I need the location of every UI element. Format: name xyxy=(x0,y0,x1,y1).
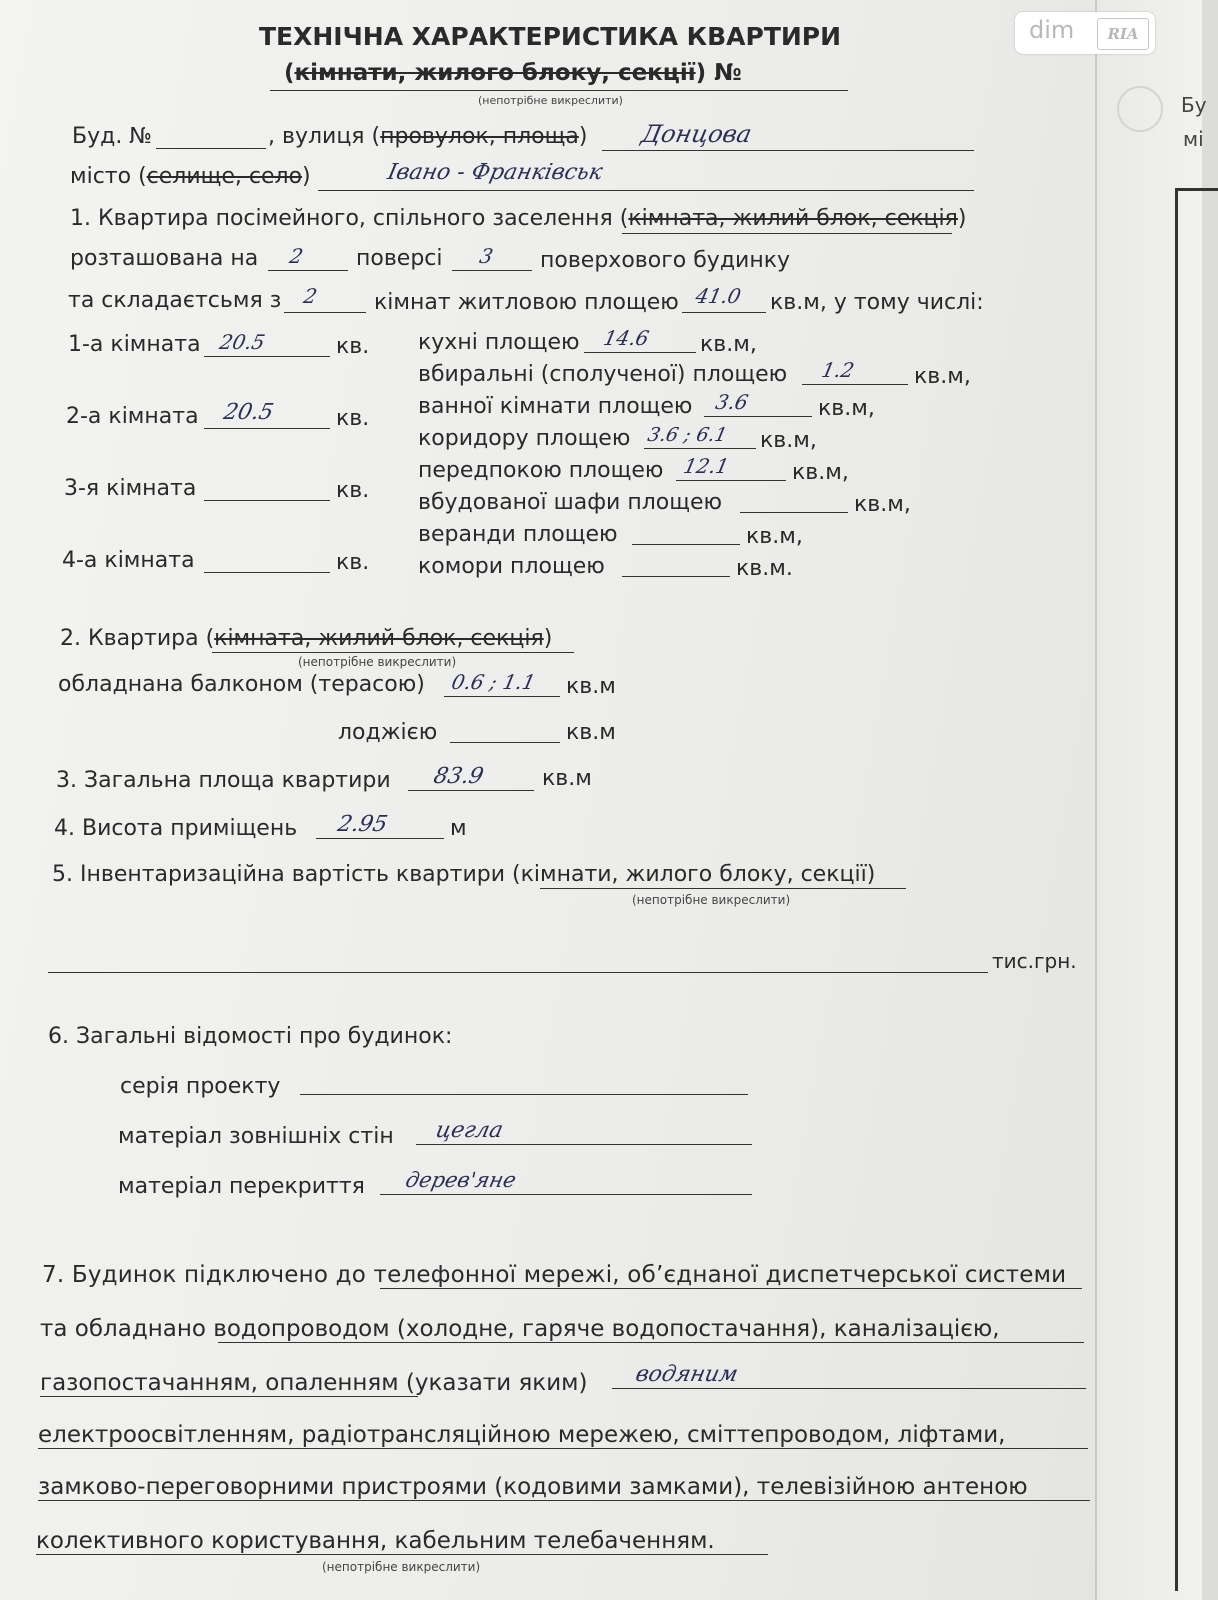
street-field xyxy=(602,150,974,151)
floor-value: 2 xyxy=(287,244,306,268)
area-value: 41.0 xyxy=(693,284,744,308)
section7-line3: газопостачанням, опаленням (указати яким) xyxy=(40,1370,588,1396)
city-field xyxy=(318,190,974,191)
section4-field xyxy=(316,838,444,839)
room4-field xyxy=(204,572,330,573)
series-label: серія проекту xyxy=(120,1074,281,1099)
section2-note: (непотрібне викреслити) xyxy=(298,655,457,669)
street-label: , вулиця (провулок, площа) xyxy=(268,124,588,149)
room1-value: 20.5 xyxy=(217,330,268,354)
bud-field xyxy=(156,148,266,149)
section3-label: 3. Загальна площа квартири xyxy=(56,768,391,793)
storage-label: комори площею xyxy=(418,554,605,579)
page-title: ТЕХНІЧНА ХАРАКТЕРИСТИКА КВАРТИРИ xyxy=(258,22,842,51)
section7-line5: замково-переговорними пристроями (кодовими замками), телевізійною антеною xyxy=(38,1474,1028,1500)
subtitle-underline xyxy=(270,90,848,91)
balcony-field xyxy=(444,696,560,697)
section6-label: 6. Загальні відомості про будинок: xyxy=(48,1024,453,1049)
floors-material-field xyxy=(380,1194,752,1195)
area-unit: кв.м, у тому числі: xyxy=(770,290,984,315)
floors-material-label: матеріал перекриття xyxy=(118,1174,365,1199)
subtitle-note: (непотрібне викреслити) xyxy=(478,94,623,107)
section1-title-underline xyxy=(622,233,952,234)
section3-field xyxy=(408,790,534,791)
room3-field xyxy=(204,500,330,501)
walls-label: матеріал зовнішніх стін xyxy=(118,1124,394,1149)
balcony-label: обладнана балконом (терасою) xyxy=(58,672,425,697)
section4-unit: м xyxy=(450,816,467,841)
section7-line2: та обладнано водопроводом (холодне, гаряче водопостачання), каналізацією, xyxy=(40,1316,1000,1342)
next-page-edge xyxy=(1095,0,1207,1600)
section5-unit: тис.грн. xyxy=(992,949,1077,973)
section7-line1-underline xyxy=(380,1288,1082,1289)
section7-line1: 7. Будинок підключено до телефонної мережі, об’єднаної диспетчерської системи xyxy=(42,1262,1067,1288)
corridor-value: 3.6 ; 6.1 xyxy=(645,424,730,446)
dim-ria-watermark-logo xyxy=(1015,12,1155,54)
watermark-brand-right: RIA xyxy=(1097,18,1149,50)
hall-label: передпокою площею xyxy=(418,458,664,483)
area-label: кімнат житловою площею xyxy=(374,290,679,315)
section5-value-field xyxy=(48,972,988,973)
next-page-frame xyxy=(1175,188,1218,1591)
section7-line2-underline xyxy=(218,1342,1084,1343)
closet-unit: кв.м, xyxy=(854,492,911,517)
toilet-value: 1.2 xyxy=(819,358,857,382)
floors-label: поверхового будинку xyxy=(540,248,791,273)
closet-label: вбудованої шафи площею xyxy=(418,490,723,515)
heating-value: водяним xyxy=(633,1362,741,1387)
hall-field xyxy=(676,480,786,481)
bud-label: Буд. № xyxy=(72,124,153,149)
room2-value: 20.5 xyxy=(221,400,276,425)
bath-label: ванної кімнати площею xyxy=(418,394,693,419)
kitchen-field xyxy=(584,352,696,353)
section4-value: 2.95 xyxy=(335,812,390,837)
section1-title: 1. Квартира посімейного, спільного заселення (кімната, жилий блок, секція) xyxy=(70,206,967,231)
room3-label: 3-я кімната xyxy=(64,476,197,501)
rooms-value: 2 xyxy=(301,284,320,308)
room1-label: 1-а кімната xyxy=(68,332,201,357)
floors-material-value: дерев'яне xyxy=(403,1168,519,1192)
storage-field xyxy=(622,576,730,577)
page-subtitle: (кімнати, жилого блоку, секції) № xyxy=(284,60,742,86)
loggia-label: лоджією xyxy=(338,720,438,745)
next-page-text-1: Бу xyxy=(1181,93,1207,117)
kitchen-label: кухні площею xyxy=(418,330,580,355)
section3-unit: кв.м xyxy=(542,766,592,791)
walls-value: цегла xyxy=(433,1118,506,1143)
balcony-value: 0.6 ; 1.1 xyxy=(449,670,538,694)
section4-label: 4. Висота приміщень xyxy=(54,816,298,841)
room4-unit: кв. xyxy=(336,550,370,575)
section3-value: 83.9 xyxy=(431,764,486,789)
room2-label: 2-а кімната xyxy=(66,404,199,429)
bath-field xyxy=(704,416,812,417)
walls-field xyxy=(416,1144,752,1145)
hall-unit: кв.м, xyxy=(792,460,849,485)
section7-line5-underline xyxy=(38,1500,1090,1501)
section5-label: 5. Інвентаризаційна вартість квартири (кімнати, жилого блоку, секції) xyxy=(52,862,876,887)
kitchen-unit: кв.м, xyxy=(700,332,757,357)
floor-field xyxy=(268,270,348,271)
section7-line4: електроосвітленням, радіотрансляційною мережею, сміттепроводом, ліфтами, xyxy=(38,1422,1006,1448)
floors-value: 3 xyxy=(477,244,496,268)
floor-label: розташована на xyxy=(70,246,259,271)
section7-line4-underline xyxy=(38,1448,1088,1449)
closet-field xyxy=(740,512,848,513)
bath-value: 3.6 xyxy=(713,390,751,414)
floors-field xyxy=(452,270,532,271)
veranda-label: веранди площею xyxy=(418,522,618,547)
section5-underline xyxy=(540,888,906,889)
loggia-unit: кв.м xyxy=(566,720,616,745)
room2-unit: кв. xyxy=(336,406,370,431)
series-field xyxy=(300,1094,748,1095)
kitchen-value: 14.6 xyxy=(601,326,652,350)
watermark-brand-left: dim xyxy=(1029,16,1075,44)
section7-line3-underline xyxy=(40,1396,418,1397)
toilet-label: вбиральні (сполученої) площею xyxy=(418,362,788,387)
city-value: Івано - Франківськ xyxy=(385,160,605,185)
section7-line6-underline xyxy=(36,1554,768,1555)
street-value: Донцова xyxy=(639,120,755,148)
loggia-field xyxy=(450,742,560,743)
section7-line6: колективного користування, кабельним телебаченням. xyxy=(36,1528,715,1554)
city-label: місто (селище, село) xyxy=(70,164,311,189)
section2-title: 2. Квартира (кімната, жилий блок, секція) xyxy=(60,626,553,651)
rooms-field xyxy=(284,312,366,313)
room1-field xyxy=(204,356,330,357)
toilet-unit: кв.м, xyxy=(914,364,971,389)
room3-unit: кв. xyxy=(336,478,370,503)
section5-note: (непотрібне викреслити) xyxy=(632,893,791,907)
rooms-label: та складаєтсьмя з xyxy=(68,288,282,313)
veranda-unit: кв.м, xyxy=(746,524,803,549)
room4-label: 4-а кімната xyxy=(62,548,195,573)
area-field xyxy=(682,312,766,313)
corridor-label: коридору площею xyxy=(418,426,631,451)
balcony-unit: кв.м xyxy=(566,674,616,699)
room1-unit: кв. xyxy=(336,334,370,359)
bath-unit: кв.м, xyxy=(818,396,875,421)
storage-unit: кв.м. xyxy=(736,556,793,581)
corridor-field xyxy=(644,448,756,449)
hall-value: 12.1 xyxy=(681,454,732,478)
room2-field xyxy=(204,428,330,429)
toilet-field xyxy=(802,384,908,385)
corridor-unit: кв.м, xyxy=(760,428,817,453)
heating-field xyxy=(612,1388,1086,1389)
section2-title-underline xyxy=(212,652,574,653)
floor-label2: поверсі xyxy=(356,246,443,271)
punch-hole-icon xyxy=(1117,86,1163,132)
section7-note: (непотрібне викреслити) xyxy=(322,1560,481,1574)
next-page-text-2: мі xyxy=(1183,127,1204,151)
veranda-field xyxy=(632,544,740,545)
